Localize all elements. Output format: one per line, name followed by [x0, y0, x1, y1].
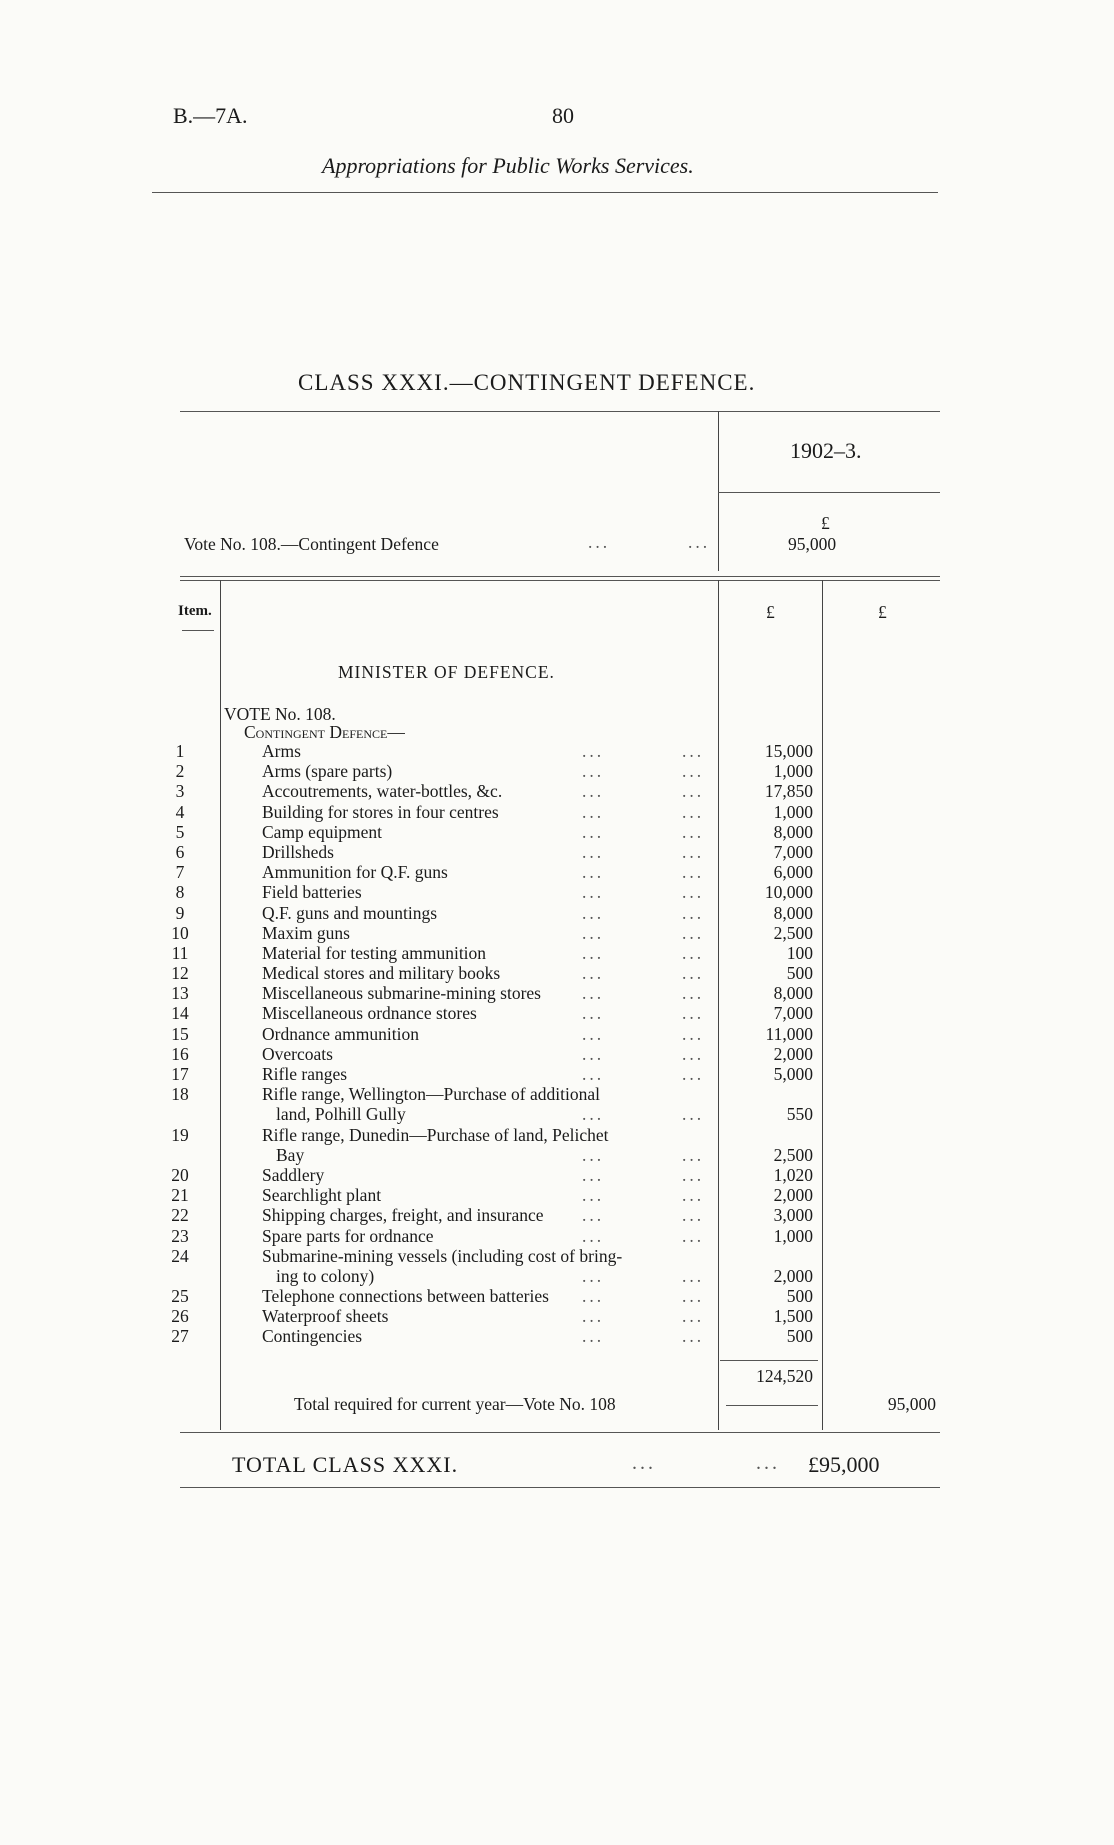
leader-dots: ...: [582, 1144, 605, 1165]
item-list: [0, 741, 1114, 1347]
item-description-line: Arms: [262, 741, 301, 761]
summary-bottom-rule: [180, 576, 940, 577]
leader-dots: ...: [582, 1306, 605, 1327]
item-description-line: Building for stores in four centres: [262, 801, 499, 822]
item-description: [262, 1286, 705, 1307]
vote-heading: VOTE No. 108.: [224, 704, 336, 724]
item-amount: 1,500: [773, 1306, 813, 1327]
item-number: 27: [171, 1326, 189, 1347]
leader-dots: ...: [682, 801, 705, 822]
item-description-line: Telephone connections between batteries: [262, 1286, 549, 1307]
item-description: [262, 1326, 705, 1347]
leader-dots: ...: [682, 741, 705, 761]
item-amount: 1,000: [773, 801, 813, 822]
item-description: [262, 1003, 705, 1024]
section-heading: Contingent Defence—: [244, 722, 405, 742]
table-row: [0, 1205, 1114, 1225]
table-row: [0, 802, 1114, 822]
table-row: [0, 781, 1114, 801]
item-number: 19: [171, 1124, 189, 1145]
table-row: [0, 1084, 1114, 1124]
page-subtitle: Appropriations for Public Works Services.: [322, 153, 694, 178]
item-number: 9: [175, 902, 185, 923]
leader-dots: ...: [582, 1205, 605, 1226]
item-description-line: Accoutrements, water-bottles, &c.: [262, 781, 503, 802]
leader-dots: ...: [582, 1023, 605, 1044]
leader-dots: ...: [582, 741, 605, 761]
item-description: [262, 1306, 705, 1327]
leader-dots: ...: [682, 781, 705, 802]
amount-currency-header: £: [766, 602, 775, 622]
item-number: 20: [171, 1164, 189, 1185]
item-description-line: Saddlery: [262, 1164, 325, 1185]
table-row: [0, 983, 1114, 1003]
total-dash-rule: [726, 1405, 818, 1406]
item-amount: 500: [786, 1286, 813, 1307]
item-number: 14: [171, 1003, 189, 1024]
leader-dots: ...: [682, 1164, 705, 1185]
subtotal-rule: [720, 1360, 818, 1361]
item-description: [262, 1164, 705, 1185]
item-description: [262, 1023, 705, 1044]
item-description: [262, 1064, 705, 1084]
table-row: [0, 1185, 1114, 1205]
minister-heading: MINISTER OF DEFENCE.: [338, 662, 555, 682]
item-description-line: Ammunition for Q.F. guns: [262, 862, 448, 883]
item-number: 25: [171, 1286, 189, 1307]
leader-dots: ...: [582, 983, 605, 1004]
table-row: [0, 1024, 1114, 1044]
table-row: [0, 1326, 1114, 1346]
item-description-line: Rifle range, Wellington—Purchase of additional: [262, 1084, 600, 1105]
table-row: [0, 1125, 1114, 1165]
item-description-line: Contingencies: [262, 1326, 363, 1347]
leader-dots: ...: [582, 1164, 605, 1185]
leader-dots: ...: [682, 902, 705, 923]
summary-currency: £: [821, 513, 830, 533]
leader-dots: ...: [582, 761, 605, 782]
leader-dots: ...: [582, 781, 605, 802]
table-row: [0, 761, 1114, 781]
table-row: [0, 842, 1114, 862]
item-number: 12: [171, 963, 189, 984]
table-row: [0, 1306, 1114, 1326]
item-amount: 500: [786, 1326, 813, 1347]
total-currency-header: £: [878, 602, 887, 622]
item-number: 23: [171, 1225, 189, 1246]
item-description-line: ing to colony): [276, 1265, 375, 1286]
item-description-line: Rifle range, Dunedin—Purchase of land, Pelichet: [262, 1124, 609, 1145]
item-description: [262, 882, 705, 903]
item-description: [262, 821, 705, 842]
class-title: CLASS XXXI.—CONTINGENT DEFENCE.: [298, 370, 756, 395]
item-amount: 7,000: [773, 841, 813, 862]
leader-dots: ...: [682, 1205, 705, 1226]
item-amount: 2,000: [773, 1185, 813, 1206]
leader-dots: ...: [682, 882, 705, 903]
leader-dots: ...: [582, 1225, 605, 1246]
item-description-line: Searchlight plant: [262, 1185, 382, 1206]
item-number: 10: [171, 922, 189, 943]
item-number: 1: [175, 741, 185, 761]
vote-leader-dots: ...: [588, 532, 611, 552]
item-description: [262, 983, 705, 1004]
summary-divider: [718, 411, 719, 571]
item-amount: 3,000: [773, 1205, 813, 1226]
item-amount: 1,000: [773, 761, 813, 782]
grand-total-label: TOTAL CLASS XXXI.: [232, 1452, 459, 1477]
table-row: [0, 943, 1114, 963]
item-description: [262, 922, 705, 943]
item-description-line: Overcoats: [262, 1043, 333, 1064]
vote-label: Vote No. 108.—Contingent Defence: [184, 534, 439, 554]
header-rule: [152, 192, 938, 193]
leader-dots: ...: [582, 1185, 605, 1206]
item-description: [262, 862, 705, 883]
leader-dots: ...: [582, 801, 605, 822]
leader-dots: ...: [582, 882, 605, 903]
item-amount: 7,000: [773, 1003, 813, 1024]
item-number: 16: [171, 1043, 189, 1064]
item-description: [262, 1205, 705, 1226]
vote-leader-dots: ...: [688, 532, 711, 552]
item-number: 3: [175, 781, 185, 802]
leader-dots: ...: [682, 821, 705, 842]
item-description-line: Field batteries: [262, 882, 362, 903]
leader-dots: ...: [582, 1326, 605, 1347]
item-number: 21: [171, 1185, 189, 1206]
grand-total-dots: ...: [632, 1452, 656, 1474]
table-row: [0, 741, 1114, 761]
item-amount: 5,000: [773, 1064, 813, 1084]
vote-amount: 95,000: [788, 534, 837, 554]
item-description-line: Waterproof sheets: [262, 1306, 389, 1327]
item-description-line: Shipping charges, freight, and insurance: [262, 1205, 544, 1226]
grand-total-rule: [180, 1487, 940, 1488]
item-description-line: Maxim guns: [262, 922, 350, 943]
leader-dots: ...: [582, 1043, 605, 1064]
year-rule: [718, 492, 940, 493]
leader-dots: ...: [582, 902, 605, 923]
fiscal-year: 1902–3.: [790, 438, 862, 463]
item-amount: 2,500: [773, 922, 813, 943]
grand-total-dots: ...: [756, 1452, 780, 1474]
leader-dots: ...: [582, 1265, 605, 1286]
total-required-label: Total required for current year—Vote No. 108: [294, 1394, 616, 1414]
item-amount: 2,000: [773, 1265, 813, 1286]
item-description: [262, 1124, 705, 1165]
item-amount: 550: [786, 1104, 813, 1125]
item-description: [262, 902, 705, 923]
table-row: [0, 1226, 1114, 1246]
item-description: [262, 1084, 705, 1125]
leader-dots: ...: [682, 1064, 705, 1084]
item-description: [262, 1245, 705, 1286]
item-description: [262, 761, 705, 782]
grand-total-amount: £95,000: [808, 1452, 880, 1477]
table-row: [0, 1003, 1114, 1023]
item-description-line: Bay: [276, 1144, 305, 1165]
item-description: [262, 741, 705, 761]
item-description-line: Submarine-mining vessels (including cost of bring-: [262, 1245, 623, 1266]
item-description: [262, 1225, 705, 1246]
item-description-line: Spare parts for ordnance: [262, 1225, 434, 1246]
item-number: 4: [175, 801, 185, 822]
item-header: Item.: [178, 603, 212, 619]
item-amount: 8,000: [773, 821, 813, 842]
item-number: 26: [171, 1306, 189, 1327]
leader-dots: ...: [582, 1104, 605, 1125]
table-row: [0, 923, 1114, 943]
leader-dots: ...: [582, 922, 605, 943]
table-bottom-rule: [180, 1432, 940, 1433]
item-amount: 15,000: [764, 741, 813, 761]
item-description-line: Miscellaneous ordnance stores: [262, 1003, 477, 1024]
leader-dots: ...: [582, 1064, 605, 1084]
table-row: [0, 862, 1114, 882]
leader-dots: ...: [682, 942, 705, 963]
item-description: [262, 1185, 705, 1206]
table-row: [0, 1246, 1114, 1286]
item-amount: 10,000: [764, 882, 813, 903]
item-description-line: Medical stores and military books: [262, 963, 501, 984]
summary-bottom-rule-2: [180, 580, 940, 581]
leader-dots: ...: [682, 1185, 705, 1206]
item-number: 24: [171, 1245, 189, 1266]
leader-dots: ...: [682, 1326, 705, 1347]
leader-dots: ...: [582, 942, 605, 963]
item-description-line: Rifle ranges: [262, 1064, 348, 1084]
leader-dots: ...: [682, 983, 705, 1004]
leader-dots: ...: [682, 922, 705, 943]
table-row: [0, 963, 1114, 983]
item-description-line: Material for testing ammunition: [262, 942, 487, 963]
item-description-line: land, Polhill Gully: [276, 1104, 406, 1125]
leader-dots: ...: [682, 1225, 705, 1246]
leader-dots: ...: [582, 841, 605, 862]
summary-top-rule: [180, 411, 940, 412]
leader-dots: ...: [582, 963, 605, 984]
leader-dots: ...: [682, 1023, 705, 1044]
item-description-line: Miscellaneous submarine-mining stores: [262, 983, 541, 1004]
leader-dots: ...: [582, 862, 605, 883]
item-number: 17: [171, 1064, 189, 1084]
item-number: 5: [175, 821, 185, 842]
leader-dots: ...: [682, 862, 705, 883]
item-description-line: Arms (spare parts): [262, 761, 393, 782]
leader-dots: ...: [682, 963, 705, 984]
leader-dots: ...: [682, 1265, 705, 1286]
leader-dots: ...: [582, 1286, 605, 1307]
document-reference: B.—7A.: [173, 103, 248, 128]
item-amount: 11,000: [765, 1023, 813, 1044]
item-amount: 2,000: [773, 1043, 813, 1064]
leader-dots: ...: [682, 1286, 705, 1307]
item-header-rule: [182, 630, 214, 631]
item-number: 13: [171, 983, 189, 1004]
table-row: [0, 882, 1114, 902]
table-row: [0, 1165, 1114, 1185]
leader-dots: ...: [682, 761, 705, 782]
item-description: [262, 963, 705, 984]
item-description: [262, 942, 705, 963]
page-number: 80: [552, 103, 574, 128]
item-amount: 17,850: [764, 781, 813, 802]
subtotal-amount: 124,520: [756, 1366, 813, 1386]
leader-dots: ...: [682, 1003, 705, 1024]
item-description: [262, 841, 705, 862]
item-number: 6: [175, 841, 185, 862]
total-required-amount: 95,000: [887, 1394, 936, 1414]
table-row: [0, 1064, 1114, 1084]
item-description: [262, 1043, 705, 1064]
table-row: [0, 1044, 1114, 1064]
item-number: 2: [175, 761, 185, 782]
item-amount: 1,000: [773, 1225, 813, 1246]
item-amount: 6,000: [773, 862, 813, 883]
item-number: 8: [175, 882, 185, 903]
item-description-line: Camp equipment: [262, 821, 383, 842]
table-row: [0, 903, 1114, 923]
item-amount: 100: [786, 942, 813, 963]
item-amount: 8,000: [773, 983, 813, 1004]
leader-dots: ...: [582, 821, 605, 842]
leader-dots: ...: [682, 1043, 705, 1064]
leader-dots: ...: [682, 841, 705, 862]
leader-dots: ...: [582, 1003, 605, 1024]
item-number: 18: [171, 1084, 189, 1105]
leader-dots: ...: [682, 1104, 705, 1125]
item-description: [262, 781, 705, 802]
leader-dots: ...: [682, 1306, 705, 1327]
item-number: 7: [175, 862, 185, 883]
item-description-line: Q.F. guns and mountings: [262, 902, 438, 923]
table-row: [0, 1286, 1114, 1306]
item-amount: 1,020: [773, 1164, 813, 1185]
item-number: 15: [171, 1023, 189, 1044]
item-description-line: Ordnance ammunition: [262, 1023, 419, 1044]
item-description: [262, 801, 705, 822]
item-number: 22: [171, 1205, 189, 1226]
item-number: 11: [171, 942, 189, 963]
item-amount: 2,500: [773, 1144, 813, 1165]
item-amount: 8,000: [773, 902, 813, 923]
leader-dots: ...: [682, 1144, 705, 1165]
item-amount: 500: [786, 963, 813, 984]
item-description-line: Drillsheds: [262, 841, 334, 862]
table-row: [0, 822, 1114, 842]
